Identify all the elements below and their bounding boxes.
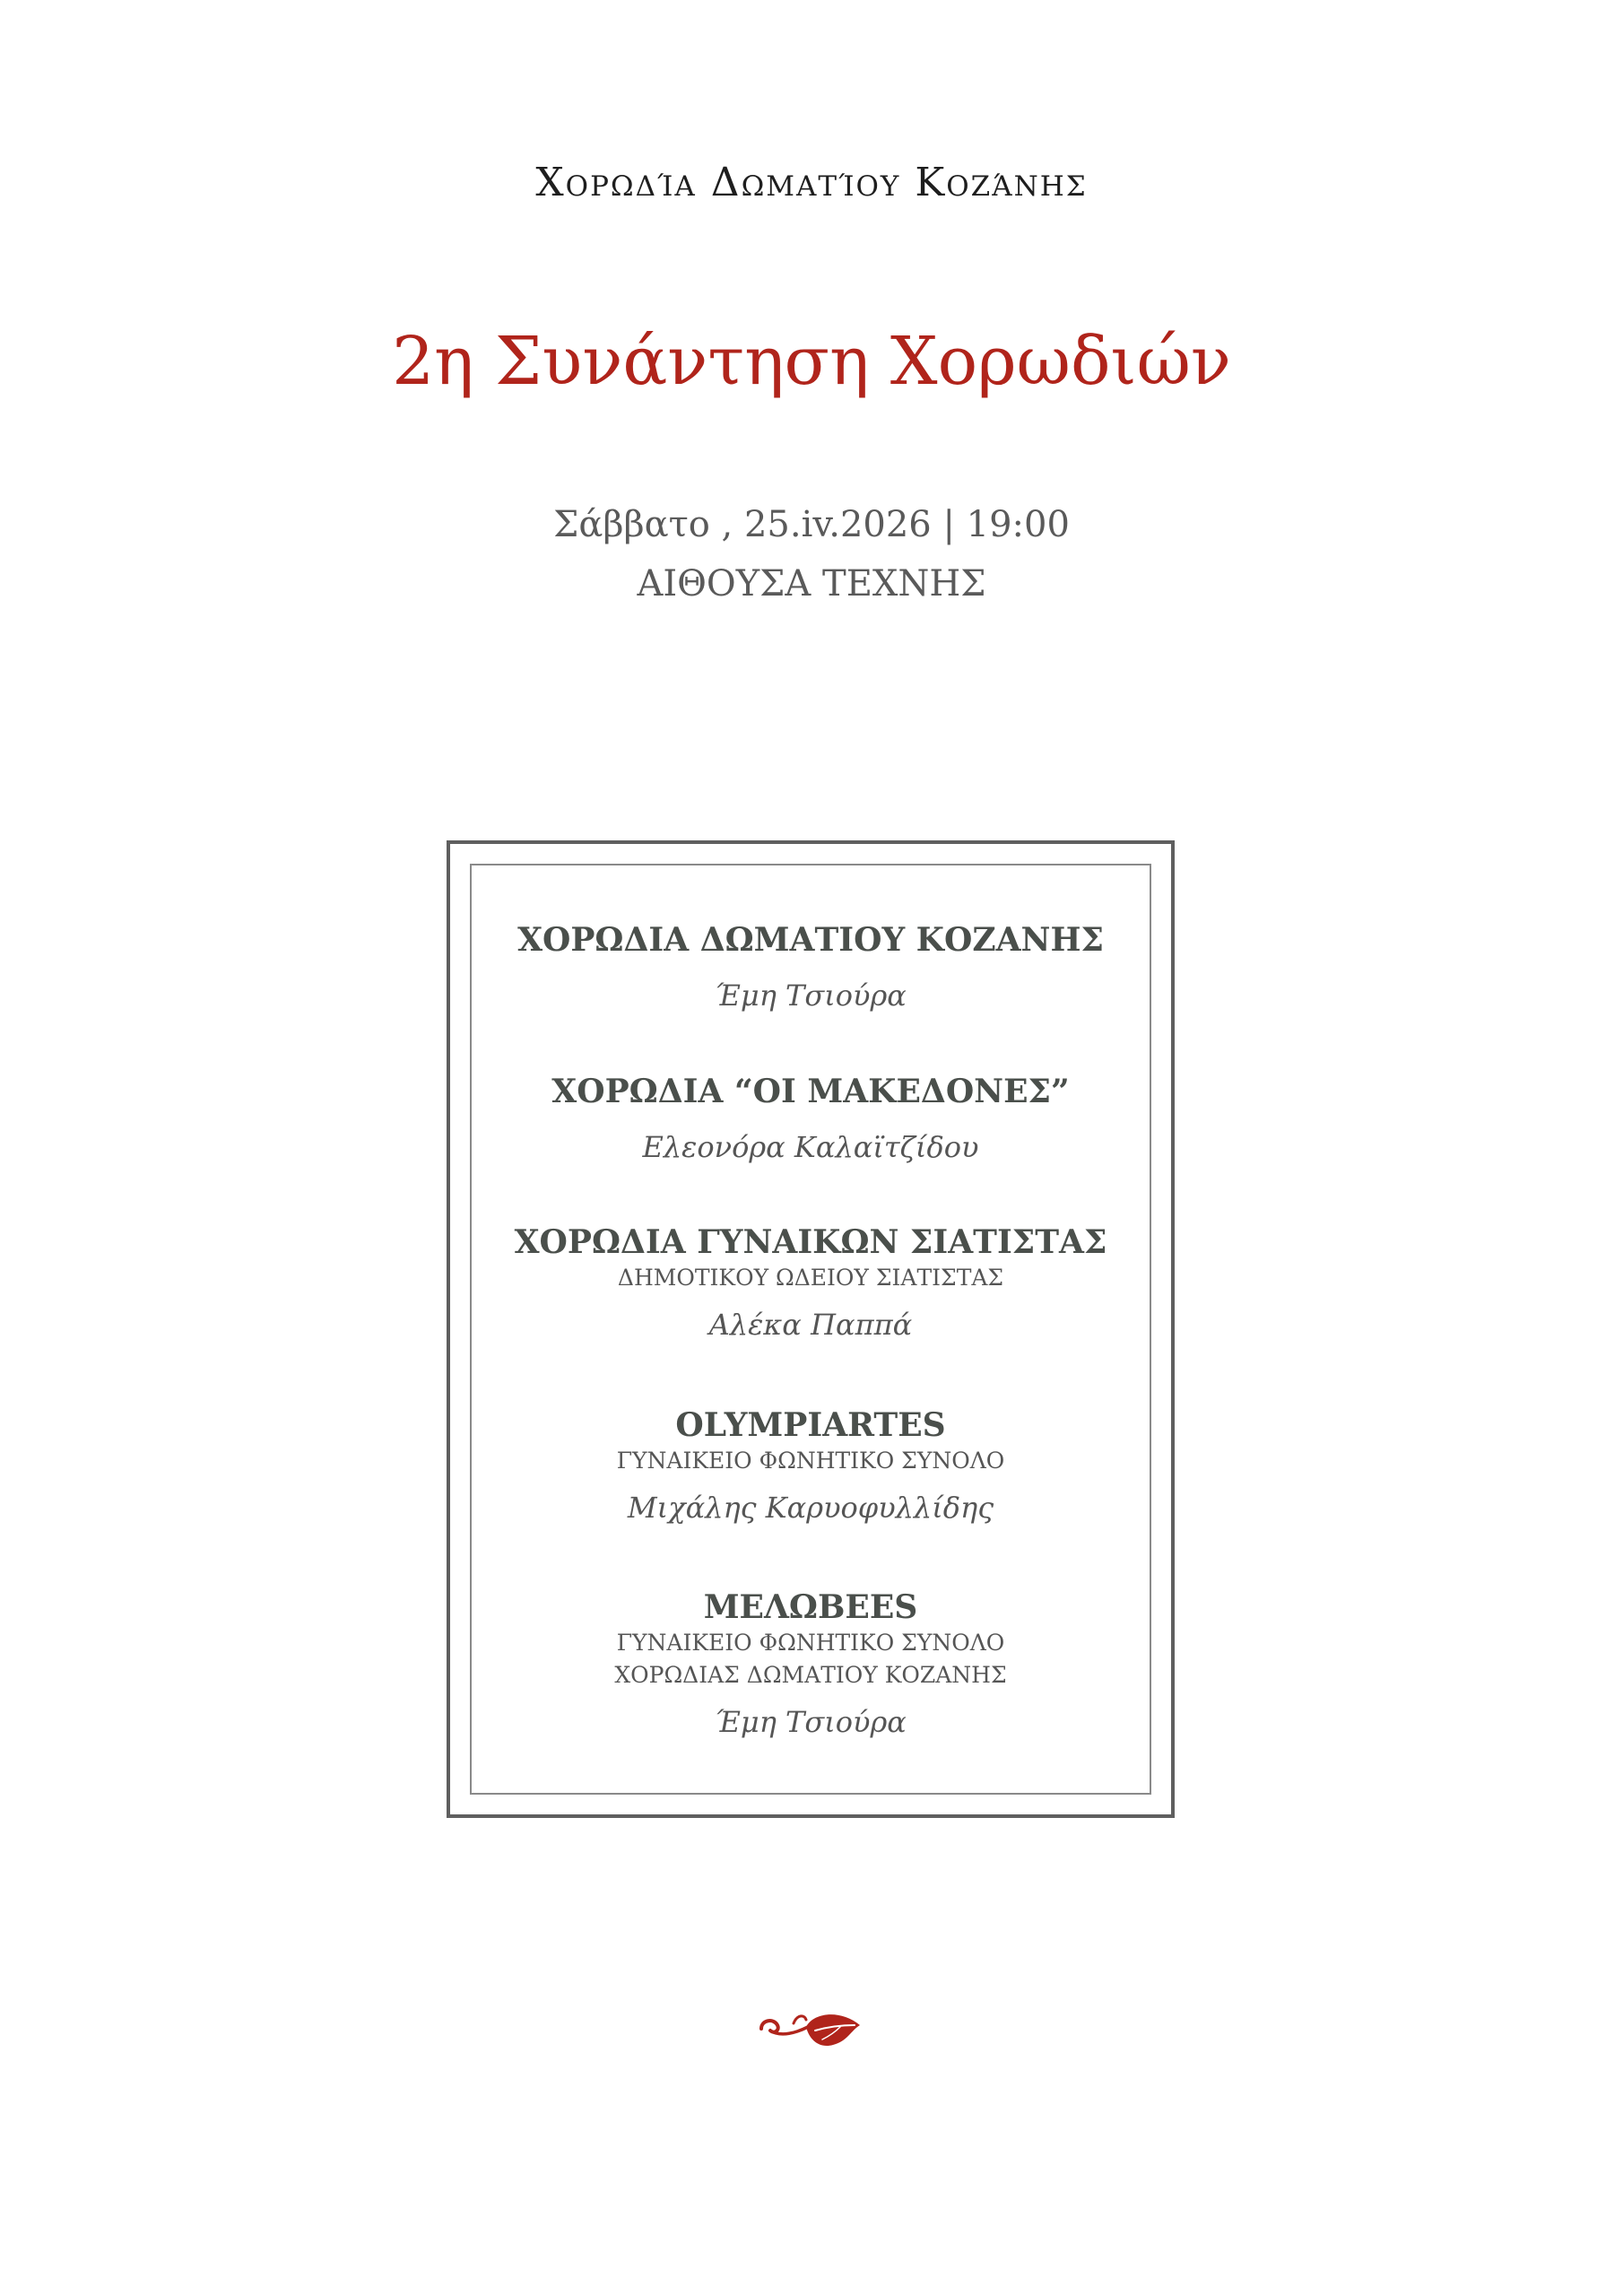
choir-entry: [470, 1072, 1151, 1167]
choir-conductor: Έμη Τσιούρα: [715, 1705, 907, 1739]
choir-conductor: Αλέκα Παππά: [708, 1308, 913, 1342]
choir-entry: [470, 1222, 1151, 1344]
choir-conductor: Έμη Τσιούρα: [715, 978, 907, 1013]
event-venue: ΑΙΘΟΥΣΑ ΤΕΧΝΗΣ: [637, 563, 986, 604]
choir-entry: [470, 1587, 1151, 1742]
choir-name: ΧΟΡΩΔΙΑ ΓΥΝΑΙΚΩΝ ΣΙΑΤΙΣΤΑΣ: [514, 1223, 1107, 1261]
choir-subtitle: ΓΥΝΑΙΚΕΙΟ ΦΩΝΗΤΙΚΟ ΣΥΝΟΛΟ: [616, 1448, 1005, 1474]
choir-conductor: Ελεονόρα Καλαϊτζίδου: [642, 1130, 979, 1164]
choir-subtitle-2: ΧΟΡΩΔΙΑΣ ΔΩΜΑΤΙΟΥ ΚΟΖΑΝΗΣ: [614, 1662, 1007, 1688]
choir-name: ΧΟΡΩΔΙΑ ΔΩΜΑΤΙΟΥ ΚΟΖΑΝΗΣ: [517, 921, 1104, 959]
event-title: 2η Συνάντηση Χορωδιών: [392, 323, 1231, 400]
organization-title: Χορωδία Δωματίου Κοζάνης: [535, 160, 1088, 205]
choir-name: ΜΕΛΩBEES: [703, 1588, 918, 1626]
choir-conductor: Μιχάλης Καρυοφυλλίδης: [627, 1491, 994, 1525]
choir-entry: [470, 920, 1151, 1015]
choir-entry: [470, 1405, 1151, 1527]
event-date-time: Σάββατο , 25.iv.2026 | 19:00: [553, 504, 1070, 545]
choir-name: OLYMPIARTES: [675, 1406, 946, 1444]
choir-subtitle: ΓΥΝΑΙΚΕΙΟ ΦΩΝΗΤΙΚΟ ΣΥΝΟΛΟ: [616, 1630, 1005, 1656]
fleuron-leaf-icon: [758, 2005, 865, 2050]
choir-subtitle: ΔΗΜΟΤΙΚΟΥ ΩΔΕΙΟΥ ΣΙΑΤΙΣΤΑΣ: [617, 1265, 1004, 1291]
choir-name: ΧΟΡΩΔΙΑ “ΟΙ ΜΑΚΕΔΟΝΕΣ”: [551, 1073, 1070, 1110]
